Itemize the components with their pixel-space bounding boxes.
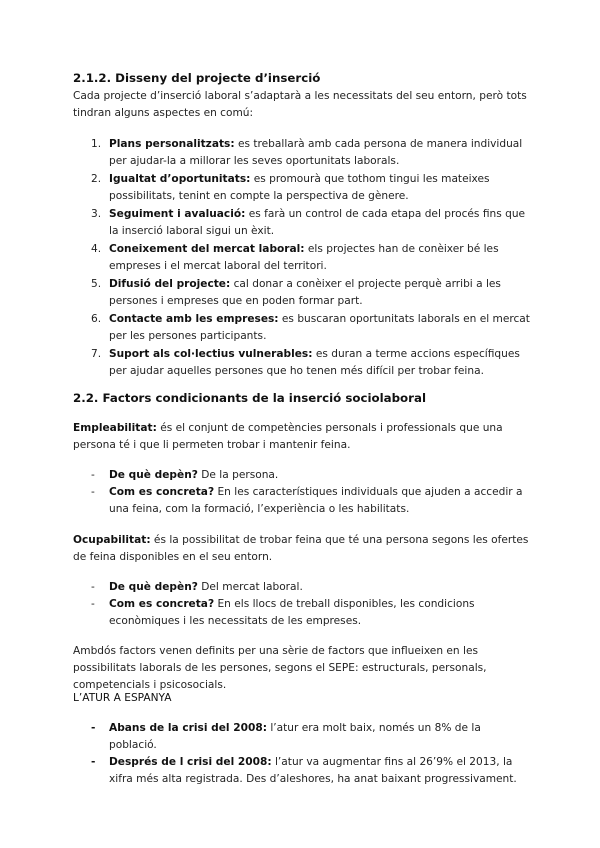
list-item: - De què depèn? Del mercat laboral. [91, 581, 303, 593]
section-title-disseny: 2.1.2. Disseny del projecte d’inserció [73, 71, 321, 85]
atur-heading: L’ATUR A ESPANYA [73, 692, 172, 704]
list-item: - Abans de la crisi del 2008: l’atur era molt baix, només un 8% de la població. [91, 722, 481, 751]
empleabilitat-paragraph: Empleabilitat: és el conjunt de competències personals i professionals que una persona té i que li permeten trobar i mantenir feina. [73, 422, 503, 451]
list-item: - Com es concreta? En les característiques individuals que ajuden a accedir a una feina, com la formació, l’experiència o les habilitats. [91, 486, 523, 515]
list-item: 3. Seguiment i avaluació: es farà un control de cada etapa del procés fins que la inserció laboral sigui un èxit. [91, 208, 526, 237]
aspects-list [73, 136, 531, 381]
list-item: - Després de l crisi del 2008: l’atur va augmentar fins al 26’9% el 2013, la xifra més alta registrada. Des d’aleshores, ha anat baixant progressivament. [91, 756, 517, 785]
list-item: - De què depèn? De la persona. [91, 469, 279, 481]
empleabilitat-list [73, 467, 531, 518]
list-item: 2. Igualtat d’oportunitats: es promourà que tothom tingui les mateixes possibilitats, tenint en compte la perspectiva de gènere. [91, 173, 490, 202]
ocupabilitat-list [73, 579, 531, 630]
list-item: - Com es concreta? En els llocs de treball disponibles, les condicions econòmiques i les necessitats de les empreses. [91, 598, 475, 627]
list-item: 5. Difusió del projecte: cal donar a conèixer el projecte perquè arribi a les persones i empreses que en poden formar part. [91, 278, 501, 307]
atur-list [73, 720, 531, 788]
list-item: 1. Plans personalitzats: es treballarà amb cada persona de manera individual per ajudar-la a millorar les seves oportunitats laborals. [91, 138, 523, 167]
section-title-factors: 2.2. Factors condicionants de la inserció sociolaboral [73, 391, 426, 405]
list-item: 6. Contacte amb les empreses: es buscaran oportunitats laborals en el mercat per les persones participants. [91, 313, 530, 342]
intro-paragraph: Cada projecte d’inserció laboral s’adaptarà a les necessitats del seu entorn, però tots tindran alguns aspectes en comú: [73, 90, 527, 119]
ocupabilitat-paragraph: Ocupabilitat: és la possibilitat de trobar feina que té una persona segons les ofertes de feina disponibles en el seu entorn. [73, 534, 529, 563]
list-item: 7. Suport als col·lectius vulnerables: es duran a terme accions específiques per ajudar aquelles persones que ho tenen més difícil per trobar feina. [91, 348, 520, 377]
list-item: 4. Coneixement del mercat laboral: els projectes han de conèixer bé les empreses i el mercat laboral del territori. [91, 243, 499, 272]
closing-paragraph: Ambdós factors venen definits per una sèrie de factors que influeixen en les possibilitats laborals de les persones, segons el SEPE: estructurals, personals, competencials i psicosocials. [73, 645, 487, 691]
